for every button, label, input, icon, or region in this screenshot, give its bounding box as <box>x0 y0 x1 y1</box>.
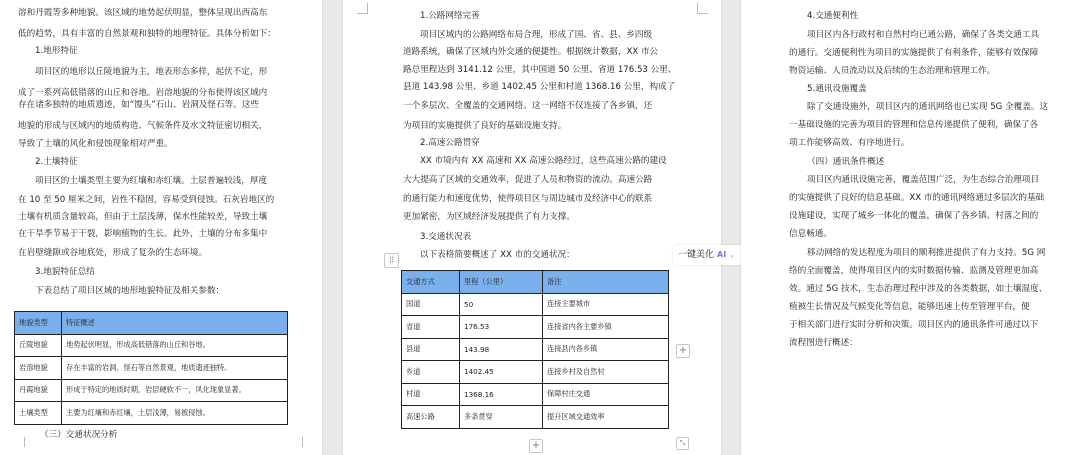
table-row <box>402 383 669 406</box>
terrain-table <box>14 311 288 425</box>
table-cell: 地势起伏明显，形成高低错落的山丘和谷地。 <box>62 334 288 357</box>
table-cell: 多条贯穿 <box>460 406 543 429</box>
chevron-down-icon: ⌄ <box>729 251 736 259</box>
body-text: 信息畅通。 <box>789 229 832 239</box>
document-page-1 <box>0 0 322 455</box>
table-cell: 143.98 <box>460 338 543 361</box>
table-cell: 丘陵地貌 <box>15 334 62 357</box>
table-cell: 连接乡村及自然村 <box>543 361 669 384</box>
table-cell: 50 <box>460 293 543 316</box>
body-text: 以下表格简要概述了 XX 市的交通状况： <box>420 250 575 260</box>
table-cell: 存在丰富的岩洞、怪石等自然景观，地质遗迹独特。 <box>62 357 288 380</box>
body-text: 存在诸多独特的地质遗迹，如“馒头”石山、岩洞及怪石等。这些 <box>18 100 259 110</box>
table-cell: 高速公路 <box>402 406 460 429</box>
section-heading: （四）通讯条件概述 <box>807 157 885 167</box>
body-text: 大大提高了区域的交通效率，促进了人员和物资的流动。高速公路 <box>403 175 653 185</box>
table-cell: 保障村庄交通 <box>543 383 669 406</box>
ai-beautify-label: 一键美化 <box>678 250 715 260</box>
section-heading: （三）交通状况分析 <box>40 430 118 440</box>
add-column-icon[interactable]: + <box>676 344 690 358</box>
table-drag-handle-icon[interactable]: ⠿ <box>384 253 399 268</box>
table-header-cell: 里程（公里） <box>460 271 543 294</box>
body-text: 物资运输、人员流动以及后续的生态治理和管理工作。 <box>789 66 996 76</box>
section-heading: 4.交通便利性 <box>807 11 859 21</box>
body-text: 的通行。交通便利性为项目的实施提供了有利条件，能够有效保障 <box>789 48 1039 58</box>
table-row <box>402 406 669 429</box>
body-text: 在 10 至 50 厘米之间，岩性不稳固，容易受到侵蚀。石灰岩地区的 <box>18 195 275 205</box>
table-cell: 乡道 <box>402 361 460 384</box>
table-header-cell: 地貌类型 <box>15 312 62 335</box>
body-text: 土壤有机质含量较高，但由于土层浅薄，保水性能较差，导致土壤 <box>18 212 268 222</box>
body-text: 设施建设，实现了城乡一体化的覆盖，确保了各乡镇、村落之间的 <box>789 211 1039 221</box>
table-row <box>15 334 288 357</box>
body-text: 除了交通设施外，项目区内的通讯网络也已实现 5G 全覆盖。这 <box>807 102 1049 112</box>
body-text: 县道 143.98 公里、乡道 1402.45 公里和村道 1368.16 公里，构成了 <box>403 82 676 92</box>
section-heading: 3.交通状况表 <box>420 232 472 242</box>
body-text: 项目区的地形以丘陵地貌为主，地表形态多样，起伏不定，形 <box>35 67 268 77</box>
traffic-table <box>401 270 669 429</box>
table-row <box>402 338 669 361</box>
table-row <box>402 361 669 384</box>
page-corner-mark <box>14 437 25 447</box>
body-text: 路总里程达到 3141.12 公里，其中国道 50 公里、省道 176.53 公里、 <box>403 65 677 75</box>
body-text: 道路系统，确保了区域内外交通的便捷性。根据统计数据，XX 市公 <box>403 47 659 57</box>
body-text: XX 市境内有 XX 高速和 XX 高速公路经过，这些高速公路的建设 <box>420 156 667 166</box>
section-heading: 1.地形特征 <box>35 46 78 56</box>
table-cell: 1368.16 <box>460 383 543 406</box>
table-cell: 县道 <box>402 338 460 361</box>
ai-badge: AI <box>717 250 727 259</box>
table-row <box>15 402 288 425</box>
table-header-cell: 交通方式 <box>402 271 460 294</box>
body-text: 低的趋势，具有丰富的自然景观和独特的地理特征。具体分析如下： <box>18 29 276 39</box>
body-text: 于相关部门进行实时分析和决策。项目区内的通讯条件可通过以下 <box>789 320 1039 330</box>
body-text: 的通行能力和速度优势，使得项目区与周边城市及经济中心的联系 <box>403 194 653 204</box>
body-text: 项目区内各行政村和自然村均已通公路，确保了各类交通工具 <box>807 30 1040 40</box>
table-cell: 岩溶地貌 <box>15 357 62 380</box>
section-heading: 5.通讯设施覆盖 <box>807 84 867 94</box>
table-cell: 1402.45 <box>460 361 543 384</box>
table-cell: 形成于特定的地质时期，岩层硬软不一，风化现象显著。 <box>62 379 288 402</box>
table-header-row <box>402 271 669 294</box>
body-text: 流程图进行概述： <box>789 338 858 348</box>
add-row-icon[interactable]: + <box>529 439 543 453</box>
table-cell: 省道 <box>402 316 460 339</box>
body-text: 在干旱季节易于干裂，影响植物的生长。此外，土壤的分布多集中 <box>18 229 268 239</box>
table-row <box>15 357 288 380</box>
ai-beautify-button[interactable] <box>673 245 751 265</box>
body-text: 项工作能够高效、有序地进行。 <box>789 138 910 148</box>
table-cell: 连接主要城市 <box>543 293 669 316</box>
table-cell: 176.53 <box>460 316 543 339</box>
table-cell: 丹霞地貌 <box>15 379 62 402</box>
body-text: 下表总结了项目区域的地形地貌特征及相关参数： <box>35 286 225 296</box>
document-page-3 <box>741 0 1080 455</box>
table-cell: 连接省内各主要乡镇 <box>543 316 669 339</box>
table-cell: 国道 <box>402 293 460 316</box>
body-text: 移动网络的发达程度为项目的顺利推进提供了有力支持。5G 网 <box>807 248 1046 258</box>
document-page-2 <box>343 0 721 455</box>
body-text: 络的全面覆盖，使得项目区内的实时数据传输、监测及管理更加高 <box>789 266 1039 276</box>
body-text: 项目区的土壤类型主要为红壤和赤红壤。土层普遍较浅，厚度 <box>35 176 268 186</box>
table-header-cell: 特征概述 <box>62 312 288 335</box>
page-corner-mark <box>697 3 708 14</box>
section-heading: 1.公路网络完善 <box>420 11 480 21</box>
page-corner-mark <box>357 3 368 14</box>
table-cell: 村道 <box>402 383 460 406</box>
section-heading: 2.土壤特征 <box>35 157 78 167</box>
table-header-cell: 备注 <box>543 271 669 294</box>
table-row <box>402 293 669 316</box>
table-header-row <box>15 312 288 335</box>
table-resize-icon[interactable]: ⤡ <box>676 437 689 450</box>
page-corner-mark <box>302 437 313 447</box>
body-text: 效。通过 5G 技术，生态治理过程中涉及的各类数据，如土壤湿度、 <box>789 284 1048 294</box>
table-cell: 提升区域交通效率 <box>543 406 669 429</box>
table-cell: 主要为红壤和赤红壤，土层浅薄，易被侵蚀。 <box>62 402 288 425</box>
body-text: 在岩壁缝隙或谷地底处，形成了复杂的生态环境。 <box>18 248 208 258</box>
body-text: 一基础设施的完善为项目的管理和信息传递提供了便利，确保了各 <box>789 120 1039 130</box>
section-heading: 3.地貌特征总结 <box>35 267 95 277</box>
body-text: 项目区内通讯设施完善，覆盖范围广泛，为生态综合治理项目 <box>807 175 1040 185</box>
table-row <box>15 379 288 402</box>
body-text: 项目区域内的公路网络布局合理，形成了国、省、县、乡四级 <box>420 30 653 40</box>
body-text: 导致了土壤的风化和侵蚀现象相对严重。 <box>18 139 173 149</box>
body-text: 一个多层次、全覆盖的交通网络。这一网络不仅连接了各乡镇，还 <box>403 101 653 111</box>
table-row <box>402 316 669 339</box>
body-text: 为项目的实施提供了良好的基础设施支持。 <box>403 121 567 131</box>
body-text: 成了一系列高低错落的山丘和谷地。岩溶地貌的分布使得该区域内 <box>18 88 268 98</box>
body-text: 溶和丹霞等多种地貌。该区域的地势起伏明显，整体呈现出西高东 <box>18 8 268 18</box>
body-text: 的实施提供了良好的信息基础。XX 市的通讯网络通过多层次的基础 <box>789 193 1045 203</box>
body-text: 更加紧密，为区域经济发展提供了有力支撑。 <box>403 212 575 222</box>
section-heading: 2.高速公路贯穿 <box>420 138 480 148</box>
body-text: 植被生长情况及气候变化等信息，能够迅速上传至管理平台，便 <box>789 302 1030 312</box>
table-cell: 土壤类型 <box>15 402 62 425</box>
body-text: 地貌的形成与区域内的地质构造、气候条件及水文特征密切相关， <box>18 121 268 131</box>
table-cell: 连接县内各乡镇 <box>543 338 669 361</box>
